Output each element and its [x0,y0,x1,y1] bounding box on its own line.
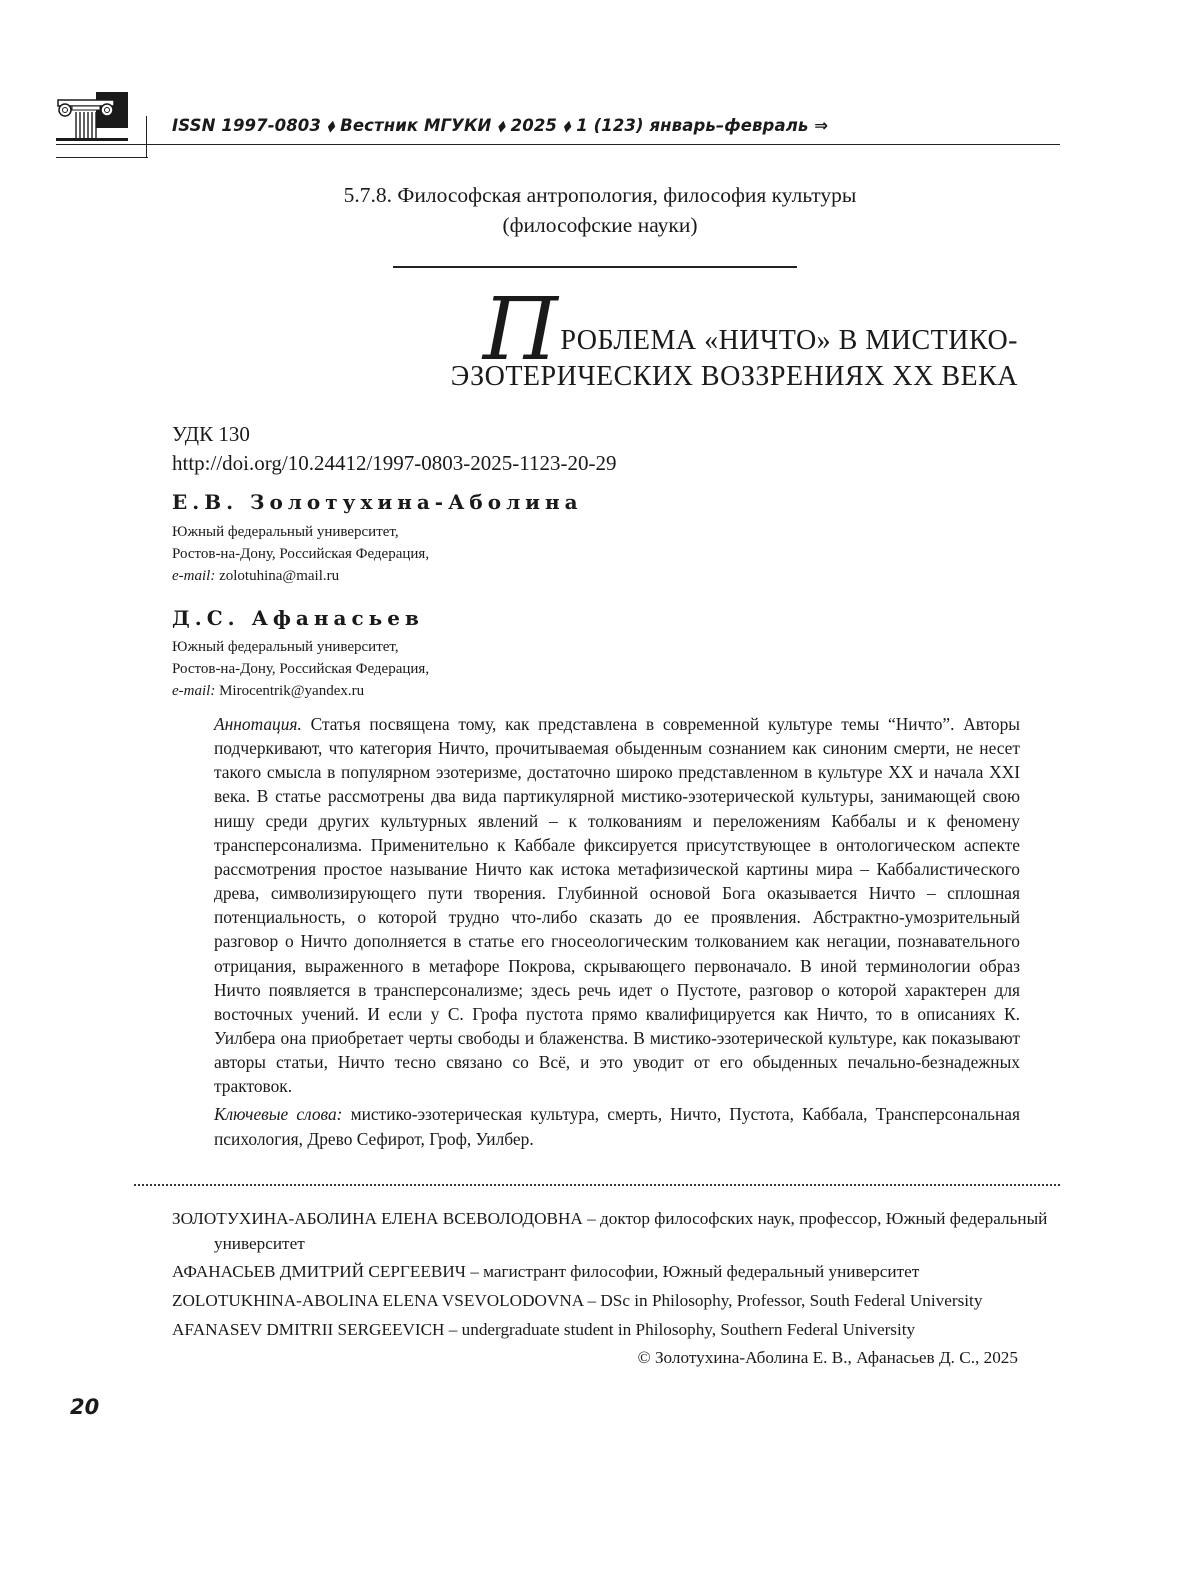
footnote-separator [134,1184,1060,1186]
affiliation-city: Ростов-на-Дону, Российская Федерация, [172,661,430,677]
author-info-item: AFANASEV DMITRII SERGEEVICH – undergraduate student in Philosophy, Southern Federal University [172,1320,916,1339]
author-email[interactable]: Mirocentrik@yandex.ru [219,683,365,699]
author-name: Е.В. Золотухина-Аболина [172,490,583,514]
email-label: e-mail: [172,568,216,584]
email-label: e-mail: [172,683,216,699]
article-title [450,280,1018,394]
copyright: © Золотухина-Аболина Е. В., Афанасьев Д. С., 2025 [637,1348,1018,1367]
running-head: ISSN 1997-0803 ⬧ Вестник МГУКИ ⬧ 2025 ⬧ 1 (123) январь–февраль ⇒ [172,116,829,135]
rubric [0,180,1200,240]
title-drop-cap: П [482,280,559,380]
rubric-rule [393,266,797,268]
header-rule-vertical [146,116,147,158]
author-email-line [172,565,429,587]
rubric-line-1: 5.7.8. Философская антропология, философия культуры [343,183,857,207]
ionic-column-icon [56,92,128,142]
page-number: 20 [70,1395,100,1419]
identifiers [172,420,616,478]
affiliation-university: Южный федеральный университет, [172,639,399,655]
affiliation-university: Южный федеральный университет, [172,524,399,540]
keywords-label: Ключевые слова: [214,1104,343,1124]
keywords [214,1102,1020,1151]
author-affiliation [172,521,429,587]
header-rule [56,144,1060,145]
author-name: Д.С. Афанасьев [172,606,424,630]
doi-link[interactable]: http://doi.org/10.24412/1997-0803-2025-1123-20-29 [172,451,617,475]
author-info-item: ZOLOTUKHINA-ABOLINA ELENA VSEVOLODOVNA – DSc in Philosophy, Professor, South Federal University [172,1291,983,1310]
udk: УДК 130 [172,422,250,446]
keywords-text: мистико-эзотерическая культура, смерть, Ничто, Пустота, Каббала, Трансперсональная психология, Древо Сефирот, Гроф, Уилбер. [214,1104,1020,1149]
abstract-text: Статья посвящена тому, как представлена в современной культуре темы “Ничто”. Авторы подчеркивают, что категория Ничто, прочитываемая обыденным сознанием как синоним смерти, не несет такого смысла в популярном эзотеризме, достаточно широко представленном в культуре XX и начала XXI века. В статье рассмотрены два вида партикулярной мистико-эзотерической культуры, занимающей свою нишу среди других культурных явлений – к толкованиям и переложениям Каббалы и к феномену трансперсонализма. Применительно к Каббале фиксируется присутствующее в онтологическом аспекте рассмотрения простое называние Ничто как истока метафизической картины мира – Каббалистического древа, символизирующего пути творения. Глубинной основой Бога оказывается Ничто – сплошная потенциальность, о которой трудно что-либо сказать до ее проявления. Абстрактно-умозрительный разговор о Ничто дополняется в статье его гносеологическим толкованием как негации, познавательного отрицания, выраженного в метафоре Покрова, скрывающего первоначало. В иной терминологии образ Ничто появляется в трансперсонализме; здесь речь идет о Пустоте, разговор о которой характерен для восточных учений. И если у С. Грофа пустота прямо квалифицируется как Ничто, то в описаниях К. Уилбера она приобретает черты свободы и блаженства. В мистико-эзотерической культуре, как показывают авторы статьи, Ничто тесно связано со Всё, и это уводит от его обыденных печально-безнадежных трактовок. [214,714,1020,1097]
abstract [214,712,1020,1099]
title-line-2: ЭЗОТЕРИЧЕСКИХ ВОЗЗРЕНИЯХ XX ВЕКА [450,361,1018,392]
author-info-item: ЗОЛОТУХИНА-АБОЛИНА ЕЛЕНА ВСЕВОЛОДОВНА – доктор философских наук, профессор, Южный федеральный университет [172,1209,1048,1253]
header-rule-short [56,157,148,158]
author-email[interactable]: zolotuhina@mail.ru [219,568,340,584]
author-info-item: АФАНАСЬЕВ ДМИТРИЙ СЕРГЕЕВИЧ – магистрант философии, Южный федеральный университет [172,1262,920,1281]
title-line-1: РОБЛЕМА «НИЧТО» В МИСТИКО- [560,325,1018,356]
author-affiliation [172,636,429,702]
abstract-label: Аннотация. [214,714,302,734]
rubric-line-2: (философские науки) [502,213,698,237]
author-email-line [172,680,429,702]
affiliation-city: Ростов-на-Дону, Российская Федерация, [172,546,430,562]
